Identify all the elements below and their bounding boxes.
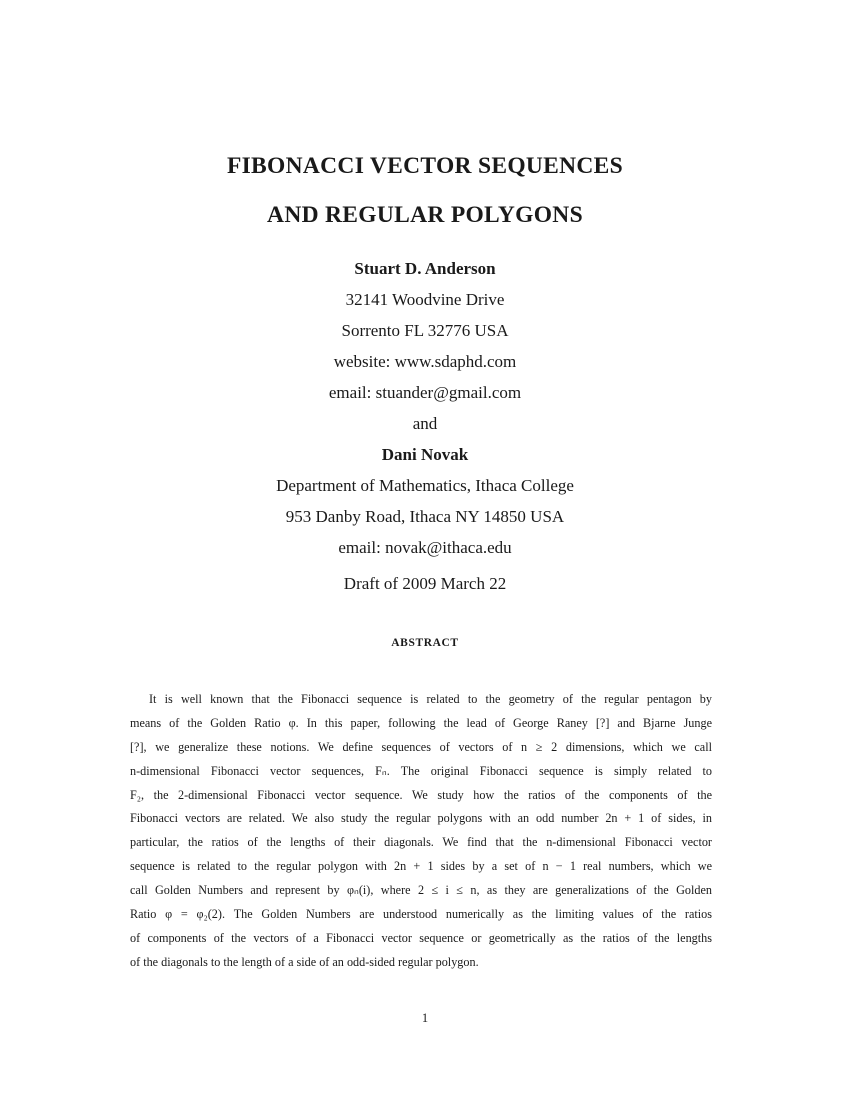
abstract-line: call Golden Numbers and represent by φₙ(i), where 2 ≤ i ≤ n, as they are generalizations of the Golden xyxy=(130,883,712,898)
draft-date: Draft of 2009 March 22 xyxy=(343,574,507,593)
abstract-line: means of the Golden Ratio φ. In this paper, following the lead of George Raney [?] and Bjarne Junge xyxy=(130,715,712,730)
abstract-body xyxy=(130,688,712,975)
abstract-line: n-dimensional Fibonacci vector sequences, Fₙ. The original Fibonacci sequence is simply related to xyxy=(130,763,712,778)
abstract-line: F₂, the 2-dimensional Fibonacci vector sequence. We study how the ratios of the components of the xyxy=(130,787,712,802)
paper-title-line-2: AND REGULAR POLYGONS xyxy=(267,202,583,228)
abstract-line: Fibonacci vectors are related. We also study the regular polygons with an odd number 2n + 1 of sides, in xyxy=(130,811,712,826)
author-1-name: Stuart D. Anderson xyxy=(354,259,496,278)
author-1-address-street: 32141 Woodvine Drive xyxy=(345,290,505,309)
author-1-website: website: www.sdaphd.com xyxy=(333,352,517,371)
author-2-name: Dani Novak xyxy=(381,445,469,464)
paper-title-line-1: FIBONACCI VECTOR SEQUENCES xyxy=(226,153,624,179)
abstract-heading: ABSTRACT xyxy=(391,637,459,649)
author-1-email: email: stuander@gmail.com xyxy=(328,383,522,402)
author-conjunction: and xyxy=(412,414,438,433)
abstract-line: [?], we generalize these notions. We define sequences of vectors of n ≥ 2 dimensions, which we call xyxy=(130,739,712,754)
abstract-line: of components of the vectors of a Fibonacci vector sequence or geometrically as the ratios of the lengths xyxy=(130,930,712,945)
abstract-line: sequence is related to the regular polygon with 2n + 1 sides by a set of n − 1 real numbers, which we xyxy=(130,859,712,874)
page-number: 1 xyxy=(421,1011,429,1025)
author-2-address: 953 Danby Road, Ithaca NY 14850 USA xyxy=(285,507,565,526)
abstract-line: Ratio φ = φ₂(2). The Golden Numbers are understood numerically as the limiting values of the ratios xyxy=(130,907,712,922)
abstract-line: It is well known that the Fibonacci sequence is related to the geometry of the regular pentagon by xyxy=(149,692,712,706)
abstract-line: particular, the ratios of the lengths of their diagonals. We find that the n-dimensional Fibonacci vector xyxy=(130,835,712,850)
abstract-line: of the diagonals to the length of a side of an odd-sided regular polygon. xyxy=(130,954,479,969)
author-2-department: Department of Mathematics, Ithaca College xyxy=(276,476,574,495)
author-2-email: email: novak@ithaca.edu xyxy=(338,538,512,557)
author-1-address-city: Sorrento FL 32776 USA xyxy=(341,321,509,340)
